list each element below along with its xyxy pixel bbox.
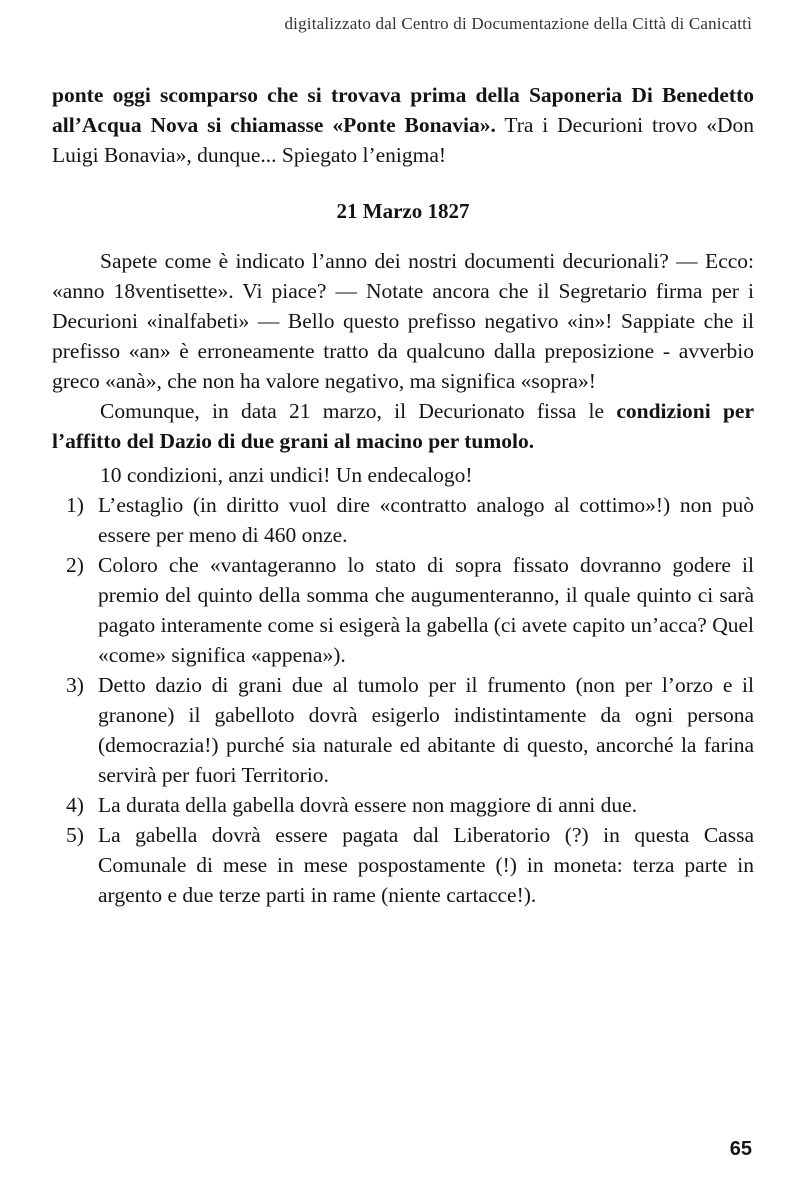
list-item [52, 490, 754, 550]
body-paragraph-1: Sapete come è indicato l’anno dei nostri documenti decurionali? — Ecco: «anno 18ventisette». Vi piace? — Notate ancora che il Segretario firma per i Decurioni «inalfabeti» — Bello questo prefisso negativo «in»! Sappiate che il prefisso «an» è erroneamente tratto da qualcuno dalla preposizione - avverbio greco «anà», che non ha valore negativo, ma significa «sopra»! [52, 249, 754, 393]
item-number: 2) [66, 553, 84, 577]
list-item [52, 820, 754, 910]
item-text: L’estaglio (in diritto vuol dire «contratto analogo al cottimo»!) non può essere per meno di 460 onze. [98, 493, 754, 547]
digitization-watermark: digitalizzato dal Centro di Documentazione della Città di Canicattì [284, 14, 752, 33]
page-number: 65 [729, 1138, 752, 1160]
item-number: 1) [66, 493, 84, 517]
intro-normal-text: Tra i Decurioni trovo «Don Luigi Bonavia», dunque... Spiegato l’enigma! [52, 113, 755, 167]
list-item [52, 670, 754, 790]
body-paragraph-2 [52, 396, 754, 456]
conditions-lead: 10 condizioni, anzi undici! Un endecalogo! [100, 463, 473, 487]
item-text: La gabella dovrà essere pagata dal Liberatorio (?) in questa Cassa Comunale di mese in mese pospostamente (!) in moneta: terza parte in argento e due terze parti in rame (niente cartacce!). [98, 823, 754, 907]
para2-bold-text: condizioni per l’affitto del Dazio di due grani al macino per tumolo. [52, 399, 754, 453]
intro-bold-text: ponte oggi scomparso che si trovava prima della Saponeria Di Benedetto all’Acqua Nova si chiamasse «Ponte Bonavia». [52, 83, 754, 137]
section-heading: 21 Marzo 1827 [336, 199, 470, 223]
item-text: La durata della gabella dovrà essere non maggiore di anni due. [98, 793, 638, 817]
item-number: 3) [66, 673, 84, 697]
intro-paragraph [52, 80, 754, 170]
para2-normal-text: Comunque, in data 21 marzo, il Decurionato fissa le [100, 399, 617, 423]
list-item [52, 550, 754, 670]
item-number: 4) [66, 793, 84, 817]
page-body [52, 80, 754, 910]
list-item [52, 790, 754, 820]
item-text: Detto dazio di grani due al tumolo per il frumento (non per l’orzo e il granone) il gabelloto dovrà esigerlo indistintamente da ogni persona (democrazia!) purché sia naturale ed abitante di questo, ancorché la farina servirà per fuori Territorio. [98, 673, 754, 787]
item-text: Coloro che «vantageranno lo stato di sopra fissato dovranno godere il premio del quinto della somma che augumenteranno, il quale quinto ci sarà pagato interamente come si esigerà la gabella (ci avete capito un’acca? Quel «come» significa «appena»). [98, 553, 755, 667]
item-number: 5) [66, 823, 84, 847]
